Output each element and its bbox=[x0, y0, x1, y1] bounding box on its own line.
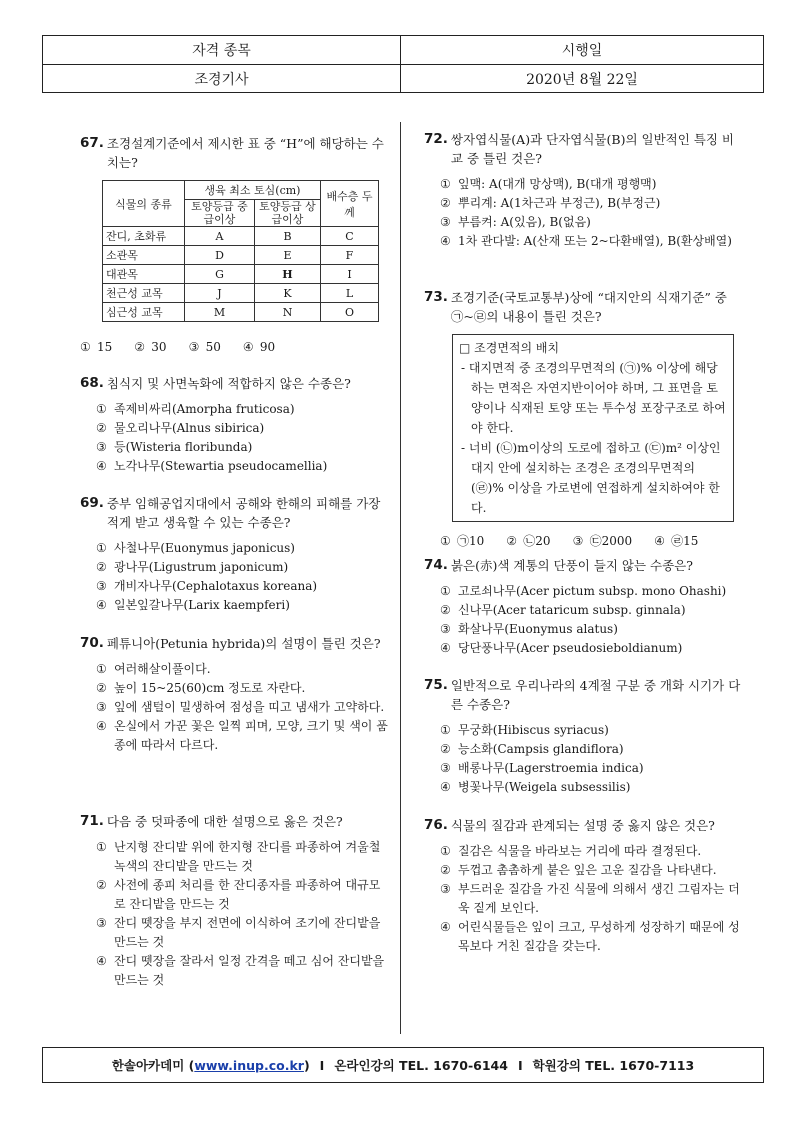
question-text: 조경설계기준에서 제시한 표 중 “H”에 해당하는 수치는? bbox=[106, 136, 384, 170]
answer-option[interactable] bbox=[440, 601, 742, 620]
box-title: □ 조경면적의 배치 bbox=[459, 341, 560, 355]
option-text: 일본잎갈나무(Larix kaempferi) bbox=[114, 598, 290, 612]
answer-option[interactable] bbox=[440, 620, 742, 639]
answer-option[interactable] bbox=[440, 582, 742, 601]
academy-name: 한솔아카데미 ( bbox=[111, 1058, 195, 1073]
table-cell: I bbox=[321, 265, 379, 284]
table-header-soil: 생육 최소 토심(cm) bbox=[185, 181, 321, 200]
offline-phone: 학원강의 TEL. 1670-7113 bbox=[532, 1058, 695, 1073]
option-text: 노각나무(Stewartia pseudocamellia) bbox=[114, 459, 328, 473]
academy-url-link[interactable]: www.inup.co.kr bbox=[194, 1057, 304, 1073]
answer-option[interactable] bbox=[440, 532, 484, 551]
table-header-plant: 식물의 종류 bbox=[103, 181, 185, 227]
option-text: 무궁화(Hibiscus syriacus) bbox=[458, 723, 609, 737]
option-number: ④ bbox=[440, 234, 451, 248]
question-68 bbox=[80, 374, 390, 476]
option-text: ㉢2000 bbox=[589, 534, 633, 548]
table-row bbox=[103, 265, 379, 284]
option-number: ③ bbox=[96, 579, 107, 593]
date-label: 시행일 bbox=[400, 36, 763, 64]
table-cell: 소관목 bbox=[103, 246, 185, 265]
option-text: 배롱나무(Lagerstroemia indica) bbox=[458, 761, 644, 775]
table-cell: F bbox=[321, 246, 379, 265]
answer-options bbox=[80, 539, 390, 615]
option-text: 족제비싸리(Amorpha fruticosa) bbox=[114, 402, 295, 416]
table-cell: B bbox=[255, 227, 321, 246]
table-header-mid: 토양등급 중급이상 bbox=[185, 200, 255, 227]
table-cell: A bbox=[185, 227, 255, 246]
option-number: ④ bbox=[440, 920, 451, 934]
question-75 bbox=[424, 676, 742, 797]
answer-option[interactable] bbox=[243, 338, 275, 357]
answer-options bbox=[424, 842, 742, 956]
answer-option[interactable] bbox=[80, 338, 112, 357]
option-text: 물오리나무(Alnus sibirica) bbox=[114, 421, 265, 435]
table-row bbox=[103, 227, 379, 246]
box-item: - 대지면적 중 조경의무면적의 (㉠)% 이상에 해당하는 면적은 자연지반이어야 하며, 그 표면을 토양이나 식재된 토양 또는 투수성 포장구조로 하여야 한다. bbox=[461, 361, 726, 435]
table-cell: 잔디, 초화류 bbox=[103, 227, 185, 246]
option-text: 90 bbox=[259, 340, 276, 354]
option-text: 15 bbox=[97, 340, 113, 354]
option-text: 능소화(Campsis glandiflora) bbox=[458, 742, 624, 756]
option-number: ② bbox=[506, 534, 518, 548]
answer-option[interactable] bbox=[440, 861, 742, 880]
option-text: 두껍고 촘촘하게 붙은 잎은 고운 질감을 나타낸다. bbox=[458, 863, 717, 877]
answer-option[interactable] bbox=[96, 577, 390, 596]
table-row bbox=[103, 246, 379, 265]
footer-bar bbox=[42, 1047, 764, 1083]
option-number: ② bbox=[440, 603, 451, 617]
question-number: 69. bbox=[80, 495, 104, 511]
question-number: 75. bbox=[424, 677, 448, 693]
option-text: 등(Wisteria floribunda) bbox=[114, 440, 253, 454]
option-text: ㉣15 bbox=[671, 534, 699, 548]
option-text: 병꽃나무(Weigela subsessilis) bbox=[458, 780, 631, 794]
answer-option[interactable] bbox=[440, 213, 742, 232]
table-row bbox=[103, 284, 379, 303]
option-number: ④ bbox=[654, 534, 665, 548]
table-cell: E bbox=[255, 246, 321, 265]
answer-option[interactable] bbox=[96, 558, 390, 577]
question-text: 붉은(赤)색 계통의 단풍이 들지 않는 수종은? bbox=[450, 558, 693, 573]
option-text: 50 bbox=[205, 340, 221, 354]
table-cell: H bbox=[255, 265, 321, 284]
option-text: 부드러운 질감을 가진 식물에 의해서 생긴 그림자는 더욱 짙게 보인다. bbox=[458, 882, 740, 915]
question-number: 70. bbox=[80, 635, 104, 651]
option-text: 어린식물들은 잎이 크고, 무성하게 성장하기 때문에 성목보다 거친 질감을 갖는다. bbox=[458, 920, 740, 953]
option-number: ③ bbox=[96, 916, 107, 930]
question-number: 68. bbox=[80, 375, 104, 391]
option-number: ④ bbox=[440, 641, 451, 655]
table-cell: L bbox=[321, 284, 379, 303]
option-number: ③ bbox=[96, 440, 107, 454]
option-number: ② bbox=[440, 863, 451, 877]
question-text: 일반적으로 우리나라의 4계절 구분 중 개화 시기가 다른 수종은? bbox=[450, 678, 741, 712]
answer-option[interactable] bbox=[440, 759, 742, 778]
answer-options bbox=[424, 721, 742, 797]
option-number: ③ bbox=[440, 622, 451, 636]
option-number: ① bbox=[96, 402, 107, 416]
question-76 bbox=[424, 816, 742, 956]
option-number: ② bbox=[134, 340, 146, 354]
option-text: 부름켜: A(있음), B(없음) bbox=[458, 215, 591, 229]
option-number: ④ bbox=[96, 598, 107, 612]
question-70 bbox=[80, 634, 390, 755]
option-text: 뿌리계: A(1차근과 부정근), B(부정근) bbox=[458, 196, 661, 210]
table-cell: 대관목 bbox=[103, 265, 185, 284]
answer-options bbox=[80, 400, 390, 476]
option-text: 사철나무(Euonymus japonicus) bbox=[114, 541, 295, 555]
answer-option[interactable] bbox=[96, 698, 390, 717]
answer-option[interactable] bbox=[96, 438, 390, 457]
option-number: ① bbox=[96, 541, 107, 555]
answer-option[interactable] bbox=[96, 876, 390, 914]
option-number: ① bbox=[96, 840, 107, 854]
question-number: 67. bbox=[80, 135, 104, 151]
question-67 bbox=[80, 134, 390, 357]
option-number: ① bbox=[440, 844, 451, 858]
option-number: ② bbox=[96, 681, 107, 695]
answer-option[interactable] bbox=[440, 918, 742, 956]
question-text: 쌍자엽식물(A)과 단자엽식물(B)의 일반적인 특징 비교 중 틀린 것은? bbox=[450, 132, 734, 166]
table-row bbox=[103, 303, 379, 322]
option-number: ① bbox=[440, 723, 451, 737]
answer-option[interactable] bbox=[440, 721, 742, 740]
column-divider bbox=[400, 122, 401, 1034]
answer-option[interactable] bbox=[440, 740, 742, 759]
option-text: 사전에 종피 처리를 한 잔디종자를 파종하여 대규모로 잔디밭을 만드는 것 bbox=[114, 878, 381, 911]
table-header-drain: 배수층 두께 bbox=[321, 181, 379, 227]
table-cell: 천근성 교목 bbox=[103, 284, 185, 303]
option-number: ② bbox=[96, 560, 107, 574]
option-number: ① bbox=[80, 340, 91, 354]
option-text: 높이 15~25(60)cm 정도로 자란다. bbox=[114, 681, 306, 695]
separator: I bbox=[517, 1057, 523, 1073]
option-text: 개비자나무(Cephalotaxus koreana) bbox=[114, 579, 318, 593]
table-cell: M bbox=[185, 303, 255, 322]
exam-header-table bbox=[42, 35, 764, 93]
answer-option[interactable] bbox=[440, 639, 742, 658]
answer-option[interactable] bbox=[96, 838, 390, 876]
answer-options bbox=[424, 175, 742, 251]
separator: I bbox=[319, 1057, 325, 1073]
option-text: 잎맥: A(대개 망상맥), B(대개 평행맥) bbox=[458, 177, 657, 191]
option-number: ③ bbox=[96, 700, 107, 714]
cert-value: 조경기사 bbox=[194, 71, 249, 88]
academy-close-paren: ) bbox=[303, 1057, 310, 1073]
option-text: ㉠10 bbox=[457, 534, 485, 548]
answer-option[interactable] bbox=[134, 338, 166, 357]
option-number: ② bbox=[96, 878, 107, 892]
option-text: 잔디 뗏장을 잘라서 일정 간격을 떼고 심어 잔디밭을 만드는 것 bbox=[114, 954, 385, 987]
option-number: ① bbox=[440, 584, 451, 598]
option-number: ① bbox=[440, 177, 451, 191]
q67-table bbox=[102, 180, 379, 322]
answer-option[interactable] bbox=[440, 842, 742, 861]
answer-option[interactable] bbox=[96, 952, 390, 990]
date-value: 2020년 8월 22일 bbox=[400, 65, 763, 92]
question-number: 73. bbox=[424, 289, 448, 305]
option-text: 1차 관다발: A(산재 또는 2~다환배열), B(환상배열) bbox=[458, 234, 732, 248]
answer-option[interactable] bbox=[96, 596, 390, 615]
question-72 bbox=[424, 130, 742, 251]
answer-option[interactable] bbox=[96, 717, 390, 755]
question-text: 식물의 질감과 관계되는 설명 중 옳지 않은 것은? bbox=[450, 818, 715, 833]
option-text: 고로쇠나무(Acer pictum subsp. mono Ohashi) bbox=[458, 584, 727, 598]
option-number: ④ bbox=[242, 340, 254, 354]
answer-option[interactable] bbox=[440, 175, 742, 194]
option-text: 잔디 뗏장을 부지 전면에 이식하여 조기에 잔디밭을 만드는 것 bbox=[114, 916, 381, 949]
question-number: 76. bbox=[424, 817, 448, 833]
answer-option[interactable] bbox=[654, 532, 698, 551]
answer-option[interactable] bbox=[506, 532, 550, 551]
answer-options bbox=[80, 838, 390, 990]
table-cell: O bbox=[321, 303, 379, 322]
question-73 bbox=[424, 288, 742, 551]
answer-options bbox=[80, 338, 390, 357]
answer-options bbox=[424, 532, 742, 551]
online-phone: 온라인강의 TEL. 1670-6144 bbox=[334, 1058, 508, 1073]
option-number: ④ bbox=[96, 719, 107, 733]
cert-label: 자격 종목 bbox=[192, 43, 251, 59]
question-number: 71. bbox=[80, 813, 104, 829]
answer-option[interactable] bbox=[96, 660, 390, 679]
table-cell: C bbox=[321, 227, 379, 246]
option-text: 화살나무(Euonymus alatus) bbox=[458, 622, 618, 636]
table-cell: N bbox=[255, 303, 321, 322]
option-number: ③ bbox=[188, 340, 200, 354]
option-text: 온실에서 가꾼 꽃은 일찍 피며, 모양, 크기 및 색이 품종에 따라서 다르다. bbox=[114, 719, 388, 752]
table-cell: 심근성 교목 bbox=[103, 303, 185, 322]
table-cell: K bbox=[255, 284, 321, 303]
question-69 bbox=[80, 494, 390, 615]
header-row-values bbox=[43, 64, 763, 92]
question-text: 중부 임해공업지대에서 공해와 한해의 피해를 가장 적게 받고 생육할 수 있는 수종은? bbox=[106, 496, 381, 530]
option-number: ② bbox=[96, 421, 107, 435]
option-number: ④ bbox=[96, 954, 107, 968]
option-number: ① bbox=[96, 662, 107, 676]
option-number: ② bbox=[440, 196, 451, 210]
question-text: 조경기준(국토교통부)상에 “대지안의 식재기준” 중 ㉠~㉣의 내용이 틀린 것은? bbox=[450, 290, 727, 324]
option-number: ③ bbox=[572, 534, 584, 548]
option-number: ④ bbox=[440, 780, 451, 794]
option-text: 당단풍나무(Acer pseudosieboldianum) bbox=[458, 641, 683, 655]
option-text: ㉡20 bbox=[523, 534, 551, 548]
option-text: 여러해살이풀이다. bbox=[114, 662, 211, 676]
question-71 bbox=[80, 812, 390, 990]
table-cell: D bbox=[185, 246, 255, 265]
answer-option[interactable] bbox=[189, 338, 221, 357]
answer-option[interactable] bbox=[96, 400, 390, 419]
option-number: ② bbox=[440, 742, 451, 756]
answer-option[interactable] bbox=[440, 232, 742, 251]
table-header-high: 토양등급 상급이상 bbox=[255, 200, 321, 227]
question-text: 다음 중 덧파종에 대한 설명으로 옳은 것은? bbox=[106, 814, 343, 829]
answer-options bbox=[80, 660, 390, 755]
option-number: ④ bbox=[96, 459, 107, 473]
answer-option[interactable] bbox=[440, 778, 742, 797]
option-number: ③ bbox=[440, 215, 451, 229]
answer-option[interactable] bbox=[96, 914, 390, 952]
regulation-box bbox=[452, 334, 734, 522]
answer-options bbox=[424, 582, 742, 658]
answer-option[interactable] bbox=[440, 880, 742, 918]
option-number: ③ bbox=[440, 761, 451, 775]
answer-option[interactable] bbox=[440, 194, 742, 213]
question-number: 72. bbox=[424, 131, 448, 147]
answer-option[interactable] bbox=[96, 457, 390, 476]
question-74 bbox=[424, 556, 742, 658]
option-text: 30 bbox=[151, 340, 167, 354]
option-number: ③ bbox=[440, 882, 451, 896]
question-text: 페튜니아(Petunia hybrida)의 설명이 틀린 것은? bbox=[106, 636, 381, 651]
table-cell: G bbox=[185, 265, 255, 284]
option-text: 질감은 식물을 바라보는 거리에 따라 결정된다. bbox=[458, 844, 702, 858]
answer-option[interactable] bbox=[96, 679, 390, 698]
option-number: ① bbox=[440, 534, 451, 548]
box-item: - 너비 (㉡)m이상의 도로에 접하고 (㉢)m² 이상인 대지 안에 설치하는 조경은 조경의무면적의 (㉣)% 이상을 가로변에 연접하게 설치하여야 한다. bbox=[461, 441, 721, 515]
answer-option[interactable] bbox=[573, 532, 633, 551]
answer-option[interactable] bbox=[96, 419, 390, 438]
table-cell: J bbox=[185, 284, 255, 303]
option-text: 신나무(Acer tataricum subsp. ginnala) bbox=[458, 603, 686, 617]
option-text: 난지형 잔디밭 위에 한지형 잔디를 파종하여 겨울철 녹색의 잔디밭을 만드는 것 bbox=[114, 840, 381, 873]
option-text: 광나무(Ligustrum japonicum) bbox=[114, 560, 289, 574]
answer-option[interactable] bbox=[96, 539, 390, 558]
option-text: 잎에 샘털이 밀생하여 점성을 띠고 냄새가 고약하다. bbox=[114, 700, 385, 714]
question-text: 침식지 및 사면녹화에 적합하지 않은 수종은? bbox=[106, 376, 351, 391]
header-row-labels bbox=[43, 36, 763, 64]
question-number: 74. bbox=[424, 557, 448, 573]
